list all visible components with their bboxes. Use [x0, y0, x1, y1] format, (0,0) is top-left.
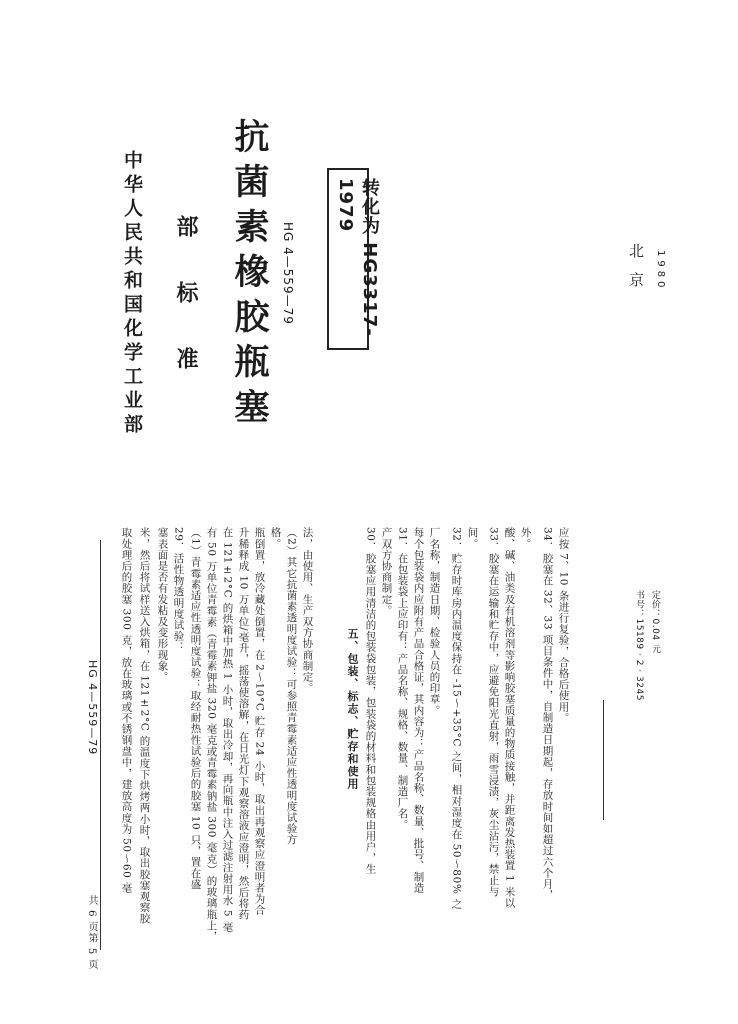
- section-heading: 五、包装、标志、贮存和使用: [346, 628, 359, 791]
- body-line: 升稀释成 10 万单位/毫升，摇荡使溶解，在日光灯下观察溶液应澄明，然后将药: [237, 527, 250, 920]
- price: 定价：0.04 元: [650, 590, 660, 654]
- body-line: 31．在包装袋上应印有：产品名称、规格、数量、制造厂名。: [396, 527, 409, 831]
- conversion-stamp: [327, 168, 380, 350]
- book-number: 书号：15189 · 2 · 3245: [634, 590, 644, 701]
- body-line: 在 121±2°C 的烘箱中加热 1 小时，取出冷却，再向瓶中注入过滤注射用水 5 毫: [221, 527, 234, 933]
- stamp-text: 转化为 HG3317-1979: [335, 178, 380, 337]
- publish-year: 1980: [655, 250, 666, 292]
- body-line: 塞表面是否有发粘及变形现象。: [156, 527, 169, 683]
- publisher-city: 北京: [627, 243, 645, 301]
- body-line: 取处理后的胶塞 300 克，放在玻璃或不锈钢盘中，建放高度为 50～60 毫: [120, 527, 133, 894]
- footer-rule: [603, 700, 604, 820]
- body-line: 30．胶塞应用清洁的包装袋包装，包装袋的材料和包装规格由用户，生: [364, 527, 377, 875]
- body-line: 32．贮存时库房内温度保持在 -15～+35°C 之间，相对湿度在 50～80% 之: [450, 527, 463, 910]
- body-line: 格。: [269, 527, 282, 550]
- body-line: 瓶倒置，放冷藏处倒置，在 2～10°C 贮存 24 小时，取出再观察应澄明者为合: [253, 527, 266, 916]
- body-line: （2）其它抗菌素透明度试验：可参照青霉素适应性透明度试验方: [285, 527, 298, 846]
- body-line: 间。: [466, 527, 479, 550]
- ministry-name: 中华人民共和国化学工业部: [121, 150, 143, 438]
- body-line: 每个包装袋内应附有产品合格证，其内容为：产品名称、数量、批号、制造: [412, 527, 425, 894]
- body-line: 米，然后将试样送入烘箱，在 121±2°C 的温度下烘烤两小时，取出胶塞观察胶: [138, 527, 151, 925]
- body-line: （1）青霉素适应性透明度试验：取经耐热性试验后的胶塞 10 只，置在盛: [189, 527, 202, 890]
- standard-kind: 部标准: [173, 215, 199, 413]
- running-header: HG 4—559—79: [86, 660, 99, 756]
- body-line: 29．活性物透明度试验：: [172, 527, 185, 653]
- page-number-header: 共 6 页第 5 页: [86, 895, 97, 971]
- body-line: 34．胶塞在 32、33 项目条件中，自制造日期起，存放时间如超过六个月，: [541, 527, 554, 901]
- standard-code: HG 4—559—79: [281, 222, 295, 325]
- header-rule: [100, 540, 101, 950]
- standard-title: 抗菌素橡胶瓶塞: [229, 118, 270, 433]
- body-line: 33．胶塞在运输和贮存中，应避免阳光直射，雨雪浸渍，灰尘沾污，禁止与: [487, 527, 500, 897]
- body-line: 酸、碱、油类及有机溶剂等影响胶塞质量的物质接触，并距离发热装置 1 米以: [503, 527, 516, 909]
- body-line: 外。: [519, 527, 532, 550]
- body-line: 法，由使用、生产双方协商制定。: [301, 527, 314, 694]
- body-line: 产双方协商制定。: [380, 527, 393, 616]
- body-line: 有 50 万单位青霉素（青霉素钾盐 320 毫克或青霉素钠盐 300 毫克）的玻璃瓶上，: [205, 527, 218, 942]
- body-line: 应按 7、10 条进行复验，合格后使用。: [557, 527, 570, 724]
- body-line: 厂名称，制造日期、检验人员的印章。: [428, 527, 441, 716]
